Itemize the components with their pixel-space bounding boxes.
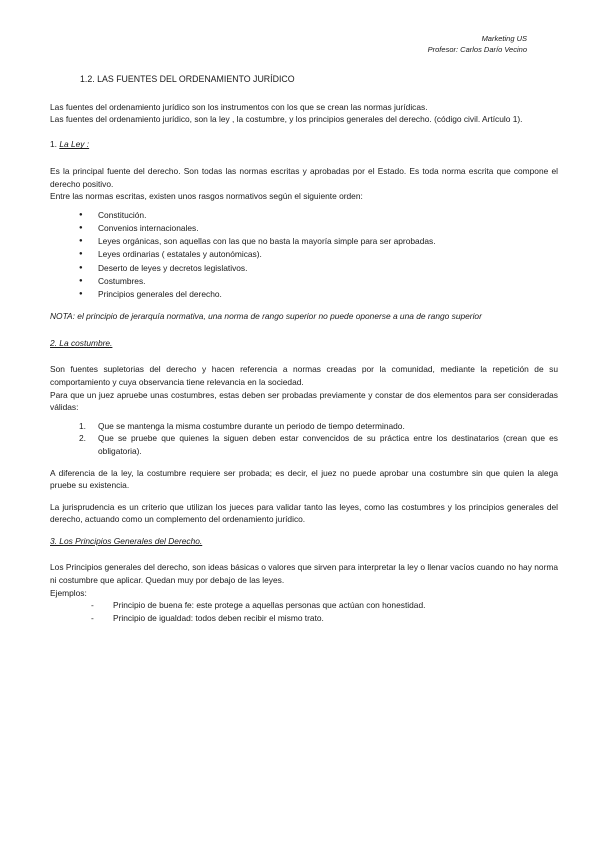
section-2-paragraph-3: A diferencia de la ley, la costumbre requiere ser probada; es decir, el juez no puede aprobar una costumbre sin que quien la alega pruebe su existencia. — [50, 467, 558, 491]
list-item: - Principio de igualdad: todos deben recibir el mismo trato. — [50, 612, 558, 625]
list-item: ● Deserto de leyes y decretos legislativos. — [50, 262, 558, 275]
list-item: 2. Que se pruebe que quienes la siguen deben estar convencidos de su práctica entre los destinatarios (crean que es obligatoria). — [79, 433, 558, 456]
list-item: 1. Que se mantenga la misma costumbre durante un periodo de tiempo determinado. — [79, 420, 405, 431]
section-2-title: 2. La costumbre. — [50, 337, 113, 348]
section-3-paragraph-1: Los Principios generales del derecho, son ideas básicas o valores que sirven para interpretar la ley o llenar vacíos cuando no hay norma ni costumbre que aplicar. Quedan muy por debajo de las leyes. — [50, 562, 558, 586]
document-title: 1.2. LAS FUENTES DEL ORDENAMIENTO JURÍDICO — [80, 74, 295, 84]
list-item: ● Costumbres. — [50, 275, 558, 288]
list-item: ● Constitución. — [50, 209, 558, 222]
header-professor: Profesor: Carlos Darío Vecino — [427, 45, 527, 54]
section-2-paragraph-4: La jurisprudencia es un criterio que utilizan los jueces para validar tanto las leyes, como las costumbres y los principios generales del derecho, actuando como un complemento del ordenamiento jurídico. — [50, 501, 558, 525]
list-item: - Principio de buena fe: este protege a aquellas personas que actúan con honestidad. — [50, 599, 558, 612]
section-2-heading — [50, 337, 558, 350]
section-1-title: La Ley : — [59, 139, 90, 150]
list-item: ● Convenios internacionales. — [50, 222, 558, 235]
section-1-paragraph-2: Entre las normas escritas, existen unos rasgos normativos según el siguiente orden: — [50, 191, 363, 202]
list-item: ● Principios generales del derecho. — [50, 288, 558, 301]
section-1-paragraph-1: Es la principal fuente del derecho. Son todas las normas escritas y aprobadas por el Estado. Es toda norma escrita que compone el derecho positivo. — [50, 165, 558, 189]
nota-paragraph: NOTA: el principio de jerarquía normativa, una norma de rango superior no puede oponerse a una de rango superior — [50, 311, 482, 322]
list-item: ● Leyes orgánicas, son aquellas con las que no basta la mayoría simple para ser aprobadas. — [50, 235, 558, 248]
examples-list — [50, 599, 558, 624]
section-3-heading — [50, 535, 558, 548]
section-3-title: 3. Los Principios Generales del Derecho. — [50, 535, 203, 546]
examples-label: Ejemplos: — [50, 587, 87, 598]
list-item: ● Leyes ordinarias ( estatales y autonómicas). — [50, 248, 558, 261]
page-header — [428, 33, 527, 55]
document-body — [50, 73, 558, 624]
intro-paragraph-1: Las fuentes del ordenamiento jurídico son los instrumentos con los que se crean las normas jurídicas. — [50, 101, 428, 112]
section-1-number: 1. — [50, 139, 60, 150]
requirements-list — [50, 420, 558, 458]
header-course: Marketing US — [481, 34, 527, 43]
section-1-heading — [50, 138, 558, 151]
section-2-paragraph-1: Son fuentes supletorias del derecho y hacen referencia a normas creadas por la comunidad, mediante la repetición de su comportamiento y cuya observancia tiene relevancia en la sociedad. — [50, 364, 558, 387]
intro-paragraph-2: Las fuentes del ordenamiento jurídico, son la ley , la costumbre, y los principios generales del derecho. (código civil. Artículo 1). — [50, 114, 523, 125]
hierarchy-list — [50, 209, 558, 301]
section-2-paragraph-2: Para que un juez apruebe unas costumbres, estas deben ser probadas previamente y constar de dos elementos para ser consideradas válidas: — [50, 389, 558, 413]
